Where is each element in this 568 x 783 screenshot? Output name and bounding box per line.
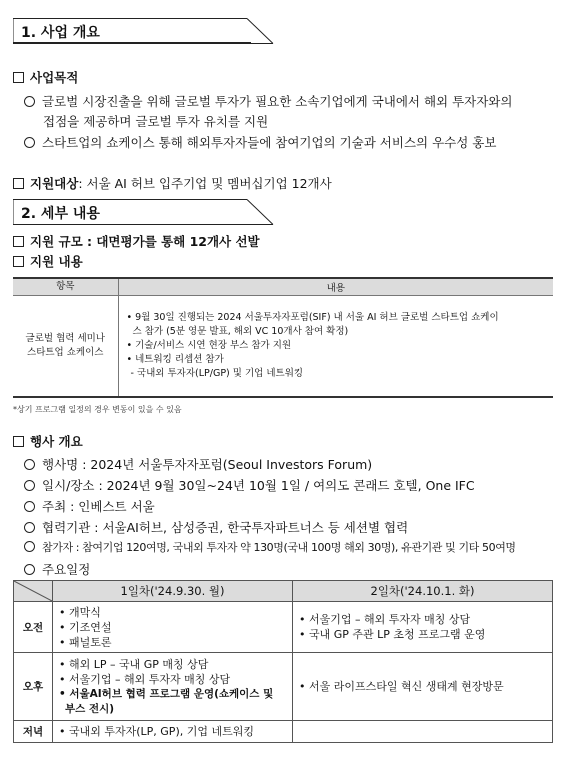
event-item: 행사명 : 2024년 서울투자자포럼(Seoul Investors Forum) — [24, 455, 372, 473]
support-bullet: - 국내외 투자자(LP/GP) 및 기업 네트워킹 — [130, 367, 304, 379]
support-table-item-cell: 글로벌 협력 세미나 스타트업 쇼케이스 — [13, 295, 118, 397]
circle-bullet-icon — [24, 96, 35, 107]
circle-bullet-icon — [24, 459, 35, 470]
section-2-header — [13, 199, 275, 225]
section-2-title: 2. 세부 내용 — [21, 206, 100, 222]
schedule-morning-label: 오전 — [14, 602, 53, 653]
support-bullet: • 네트워킹 리셉션 참가 — [126, 353, 224, 365]
checkbox-square-icon — [13, 72, 24, 83]
schedule-corner-cell — [14, 581, 53, 602]
support-bullet: • 기술/서비스 시연 현장 부스 참가 지원 — [126, 339, 292, 351]
footnote: *상기 프로그램 일정의 경우 변동이 있을 수 있음 — [13, 405, 182, 414]
schedule-day1-header: 1일차('24.9.30. 월) — [53, 581, 293, 602]
section-1-title: 1. 사업 개요 — [21, 25, 100, 41]
support-bullet: • 9월 30일 진행되는 2024 서울투자자포럼(SIF) 내 서울 AI 허브 글로벌 스타트업 쇼케이 — [126, 311, 499, 323]
schedule-evening-day1: • 국내외 투자자(LP, GP), 기업 네트워킹 — [53, 721, 293, 743]
circle-bullet-icon — [24, 522, 35, 533]
checkbox-square-icon — [13, 236, 24, 247]
checkbox-square-icon — [13, 256, 24, 267]
checkbox-square-icon — [13, 436, 24, 447]
support-table-header-content: 내용 — [118, 278, 553, 295]
schedule-evening-label: 저녁 — [14, 721, 53, 743]
schedule-afternoon-label: 오후 — [14, 653, 53, 721]
event-item: 협력기관 : 서울AI허브, 삼성증권, 한국투자파트너스 등 세션별 협력 — [24, 518, 408, 536]
schedule-table — [13, 580, 553, 743]
circle-bullet-icon — [24, 541, 35, 552]
support-table — [13, 277, 553, 398]
support-table-header-item: 항목 — [13, 278, 118, 295]
section-1-header — [13, 18, 275, 44]
event-heading: 행사 개요 — [13, 432, 83, 450]
schedule-afternoon-day1: • 해외 LP – 국내 GP 매칭 상담 • 서울기업 – 해외 투자자 매칭 상담 • 서울AI허브 협력 프로그램 운영(쇼케이스 및 부스 전시) — [53, 653, 293, 721]
diagonal-line-shape — [14, 581, 52, 601]
schedule-day2-header: 2일차('24.10.1. 화) — [293, 581, 553, 602]
circle-bullet-icon — [24, 501, 35, 512]
event-item: 주요일정 — [24, 560, 90, 578]
circle-bullet-icon — [24, 564, 35, 575]
support-table-content-cell — [118, 295, 553, 397]
purpose-item-2: 스타트업의 쇼케이스 통해 해외투자자들에 참여기업의 기술과 서비스의 우수성 홍보 — [24, 133, 496, 151]
support-bullet: 스 참가 (5분 영문 발표, 해외 VC 10개사 참여 확정) — [132, 325, 349, 337]
event-item: 참가자 : 참여기업 120여명, 국내외 투자자 약 130명(국내 100명 해외 30명), 유관기관 및 기타 50여명 — [24, 539, 516, 555]
event-item: 주최 : 인베스트 서울 — [24, 497, 155, 515]
purpose-heading: 사업목적 — [13, 68, 78, 86]
schedule-morning-day2: • 서울기업 – 해외 투자자 매칭 상담 • 국내 GP 주관 LP 초청 프로그램 운영 — [293, 602, 553, 653]
schedule-morning-day1: • 개막식 • 기조연설 • 패널토론 — [53, 602, 293, 653]
section-1-underline-shape — [13, 18, 275, 44]
content-heading: 지원 내용 — [13, 252, 83, 270]
circle-bullet-icon — [24, 137, 35, 148]
circle-bullet-icon — [24, 480, 35, 491]
scale-line: 지원 규모 : 대면평가를 통해 12개사 선발 — [13, 232, 260, 250]
target-line: 지원대상: 서울 AI 허브 입주기업 및 멤버십기업 12개사 — [13, 174, 332, 192]
section-2-underline-shape — [13, 199, 275, 225]
checkbox-square-icon — [13, 178, 24, 189]
purpose-item-1: 글로벌 시장진출을 위해 글로벌 투자가 필요한 소속기업에게 국내에서 해외 투자자와의 — [24, 92, 512, 110]
schedule-afternoon-day2: • 서울 라이프스타일 혁신 생태계 현장방문 — [293, 653, 553, 721]
event-item: 일시/장소 : 2024년 9월 30일~24년 10월 1일 / 여의도 콘래드 호텔, One IFC — [24, 476, 475, 494]
schedule-evening-day2 — [293, 721, 553, 743]
purpose-item-1-cont: 접점을 제공하며 글로벌 투자 유치를 지원 — [43, 114, 269, 129]
